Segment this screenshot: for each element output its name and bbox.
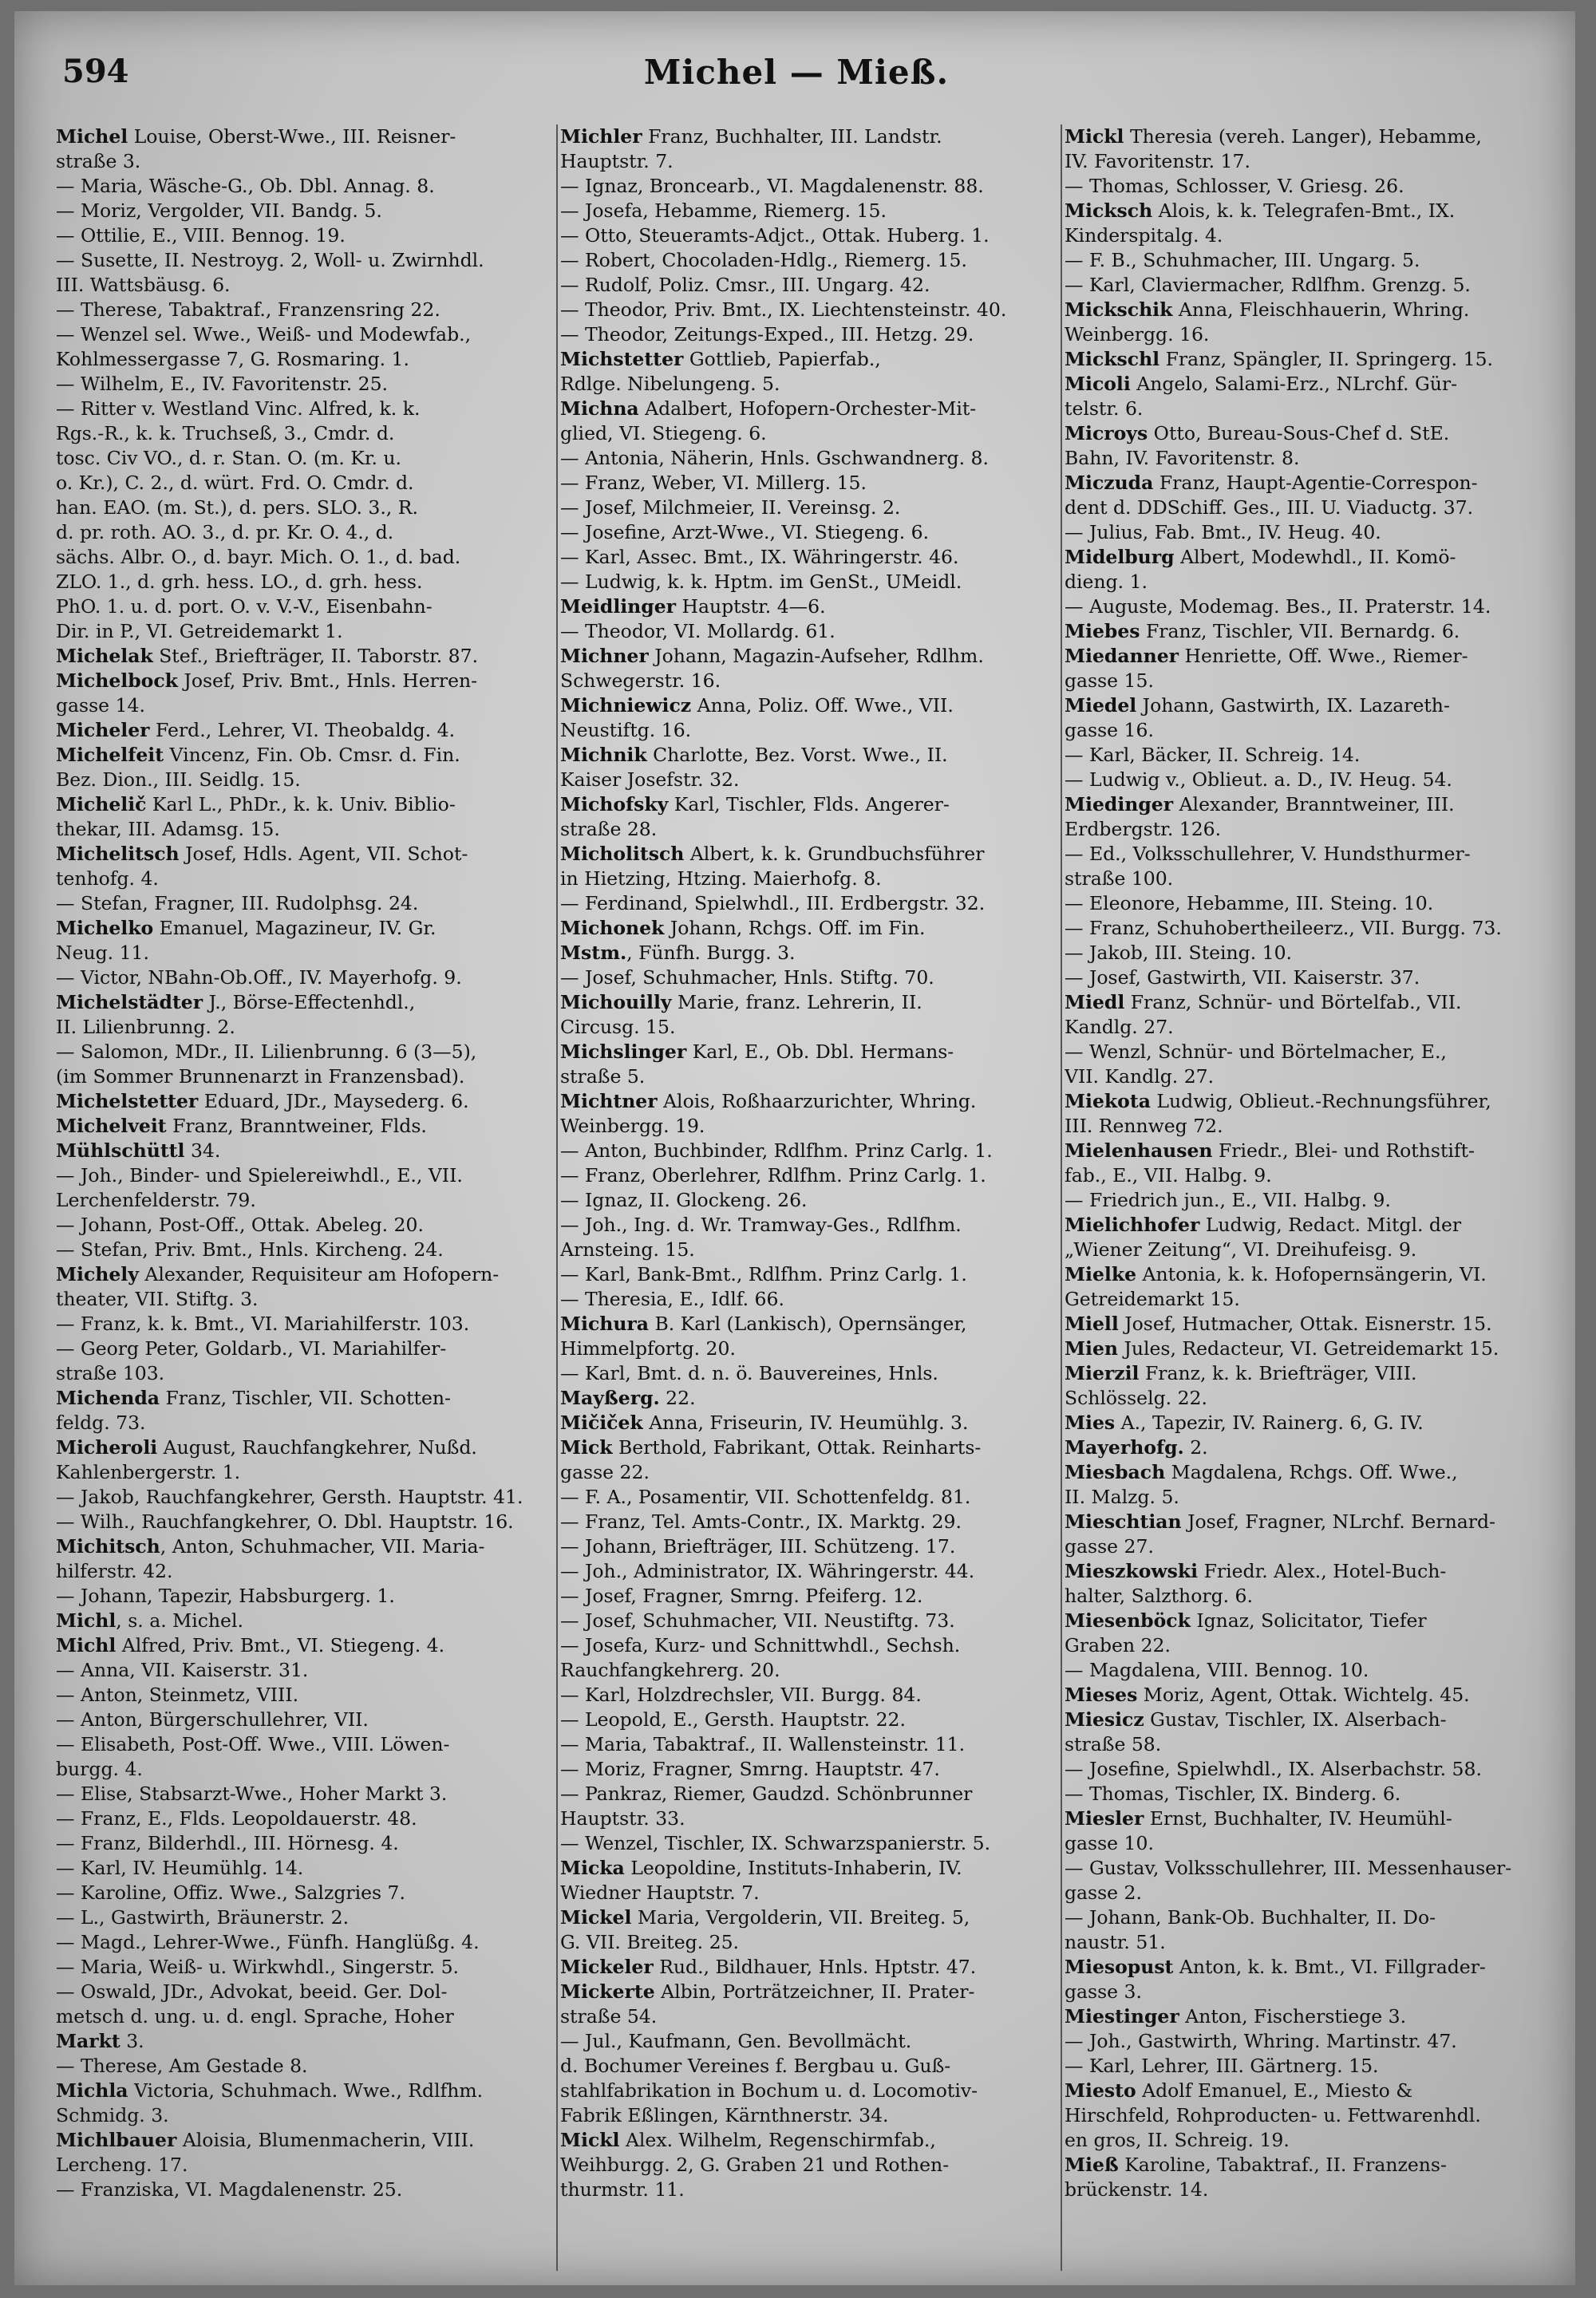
directory-entry: — Josefine, Spielwhdl., IX. Alserbachstr. 58. — [1065, 1758, 1482, 1780]
directory-entry: Bahn, IV. Favoritenstr. 8. — [1065, 447, 1300, 469]
directory-entry: Schlösselg. 22. — [1065, 1387, 1207, 1409]
directory-entry: Weinbergg. 19. — [560, 1115, 705, 1137]
directory-entry: — Johann, Briefträger, III. Schützeng. 17. — [560, 1535, 956, 1558]
directory-entry: thurmstr. 11. — [560, 2178, 685, 2201]
directory-entry: Mickschik Anna, Fleischhauerin, Whring. — [1065, 298, 1470, 321]
directory-entry: straße 58. — [1065, 1733, 1162, 1755]
directory-entry: Miesenböck Ignaz, Solicitator, Tiefer — [1065, 1609, 1427, 1632]
directory-entry: naustr. 51. — [1065, 1931, 1166, 1953]
directory-entry: Michler Franz, Buchhalter, III. Landstr. — [560, 125, 942, 148]
directory-entry: gasse 2. — [1065, 1881, 1142, 1904]
directory-entry: Bez. Dion., III. Seidlg. 15. — [56, 768, 301, 791]
directory-entry: — Victor, NBahn-Ob.Off., IV. Mayerhofg. 9. — [56, 966, 462, 989]
directory-entry: — Ottilie, E., VIII. Bennog. 19. — [56, 224, 346, 247]
directory-entry: Mayerhofg. 2. — [1065, 1436, 1208, 1459]
directory-entry: Schwegerstr. 16. — [560, 669, 721, 692]
directory-entry: — Friedrich jun., E., VII. Halbg. 9. — [1065, 1189, 1391, 1211]
directory-entry: Neug. 11. — [56, 942, 149, 964]
directory-entry: — Leopold, E., Gersth. Hauptstr. 22. — [560, 1708, 906, 1731]
directory-entry: Lercheng. 17. — [56, 2154, 188, 2176]
directory-entry: Miesicz Gustav, Tischler, IX. Alserbach- — [1065, 1708, 1447, 1731]
directory-entry: — L., Gastwirth, Bräunerstr. 2. — [56, 1906, 350, 1929]
directory-entry: Mick Berthold, Fabrikant, Ottak. Reinharts- — [560, 1436, 982, 1459]
directory-entry: Miell Josef, Hutmacher, Ottak. Eisnerstr. 15. — [1065, 1313, 1492, 1335]
directory-entry: — Karl, Claviermacher, Rdlfhm. Grenzg. 5. — [1065, 274, 1471, 296]
directory-entry: Michner Johann, Magazin-Aufseher, Rdlhm. — [560, 645, 984, 667]
directory-entry: — Franz, Weber, VI. Millerg. 15. — [560, 472, 867, 494]
directory-entry: Hauptstr. 7. — [560, 150, 674, 172]
directory-entry: Mieses Moriz, Agent, Ottak. Wichtelg. 45. — [1065, 1684, 1470, 1706]
directory-entry: — Karl, Lehrer, III. Gärtnerg. 15. — [1065, 2055, 1379, 2077]
directory-entry: — Ed., Volksschullehrer, V. Hundsthurmer- — [1065, 843, 1471, 865]
directory-entry: — Salomon, MDr., II. Lilienbrunng. 6 (3—5), — [56, 1040, 477, 1063]
directory-entry: — Karl, Holzdrechsler, VII. Burgg. 84. — [560, 1684, 922, 1706]
directory-entry: — Josef, Fragner, Smrng. Pfeiferg. 12. — [560, 1585, 923, 1607]
directory-entry: Kandlg. 27. — [1065, 1016, 1174, 1038]
directory-entry: — Oswald, JDr., Advokat, beeid. Ger. Dol- — [56, 1980, 448, 2003]
directory-entry: Wiedner Hauptstr. 7. — [560, 1881, 760, 1904]
directory-entry: Mickerte Albin, Porträtzeichner, II. Prater- — [560, 1980, 975, 2003]
directory-entry: — Auguste, Modemag. Bes., II. Praterstr. 14. — [1065, 595, 1491, 618]
directory-entry: — Theodor, Zeitungs-Exped., III. Hetzg. 29. — [560, 323, 974, 345]
directory-entry: — Magdalena, VIII. Bennog. 10. — [1065, 1659, 1369, 1681]
directory-entry: Kohlmessergasse 7, G. Rosmaring. 1. — [56, 348, 409, 370]
directory-entry: — Rudolf, Poliz. Cmsr., III. Ungarg. 42. — [560, 274, 930, 296]
directory-entry: Fabrik Eßlingen, Kärnthnerstr. 34. — [560, 2104, 889, 2126]
directory-entry: Mies A., Tapezir, IV. Rainerg. 6, G. IV. — [1065, 1412, 1424, 1434]
directory-entry: — Maria, Wäsche-G., Ob. Dbl. Annag. 8. — [56, 175, 435, 197]
directory-entry: Getreidemarkt 15. — [1065, 1288, 1240, 1310]
directory-entry: — Georg Peter, Goldarb., VI. Mariahilfer- — [56, 1337, 447, 1360]
directory-entry: Dir. in P., VI. Getreidemarkt 1. — [56, 620, 343, 642]
directory-entry: Miedanner Henriette, Off. Wwe., Riemer- — [1065, 645, 1468, 667]
directory-entry: hilferstr. 42. — [56, 1560, 173, 1582]
directory-entry: Mielichhofer Ludwig, Redact. Mitgl. der — [1065, 1214, 1462, 1236]
directory-entry: Mickl Alex. Wilhelm, Regenschirmfab., — [560, 2129, 936, 2151]
directory-entry: Michelko Emanuel, Magazineur, IV. Gr. — [56, 917, 437, 939]
directory-entry: dent d. DDSchiff. Ges., III. U. Viaductg. 37. — [1065, 496, 1474, 519]
directory-entry: Michslinger Karl, E., Ob. Dbl. Hermans- — [560, 1040, 954, 1063]
directory-entry: Michniewicz Anna, Poliz. Off. Wwe., VII. — [560, 694, 954, 717]
directory-entry: Michitsch, Anton, Schuhmacher, VII. Maria- — [56, 1535, 485, 1558]
directory-entry: Mickl Theresia (vereh. Langer), Hebamme, — [1065, 125, 1482, 148]
column-3 — [1065, 124, 1559, 2279]
directory-entry: Weinbergg. 16. — [1065, 323, 1210, 345]
running-head: Michel — Mieß. — [643, 53, 950, 92]
directory-entry: III. Wattsbäusg. 6. — [56, 274, 231, 296]
directory-entry: Mstm., Fünfh. Burgg. 3. — [560, 942, 796, 964]
directory-entry: Michelbock Josef, Priv. Bmt., Hnls. Herren- — [56, 669, 478, 692]
directory-entry: ZLO. 1., d. grh. hess. LO., d. grh. hess. — [56, 571, 423, 593]
column-2 — [560, 124, 1055, 2279]
directory-entry: — Elisabeth, Post-Off. Wwe., VIII. Löwen- — [56, 1733, 450, 1755]
directory-entry: Michelitsch Josef, Hdls. Agent, VII. Schot- — [56, 843, 468, 865]
directory-entry: — Maria, Tabaktraf., II. Wallensteinstr. 11. — [560, 1733, 966, 1755]
directory-entry: Mieß Karoline, Tabaktraf., II. Franzens- — [1065, 2154, 1447, 2176]
directory-entry: — Karl, Bmt. d. n. ö. Bauvereines, Hnls. — [560, 1362, 938, 1384]
directory-entry: Michura B. Karl (Lankisch), Opernsänger, — [560, 1313, 967, 1335]
directory-entry: Kahlenbergerstr. 1. — [56, 1461, 241, 1483]
directory-entry: gasse 22. — [560, 1461, 650, 1483]
directory-entry: Miedel Johann, Gastwirth, IX. Lazareth- — [1065, 694, 1450, 717]
directory-entry: Schmidg. 3. — [56, 2104, 169, 2126]
directory-entry: — Jakob, Rauchfangkehrer, Gersth. Hauptstr. 41. — [56, 1486, 523, 1508]
directory-entry: Miesbach Magdalena, Rchgs. Off. Wwe., — [1065, 1461, 1458, 1483]
directory-entry: Michel Louise, Oberst-Wwe., III. Reisner- — [56, 125, 456, 148]
column-1 — [56, 124, 551, 2279]
directory-entry: — Theodor, Priv. Bmt., IX. Liechtensteinstr. 40. — [560, 298, 1007, 321]
directory-entry: Mühlschüttl 34. — [56, 1139, 221, 1162]
directory-entry: telstr. 6. — [1065, 397, 1144, 420]
directory-page — [14, 11, 1575, 2285]
directory-entry: — Magd., Lehrer-Wwe., Fünfh. Hanglüßg. 4. — [56, 1931, 480, 1953]
directory-entry: Mielenhausen Friedr., Blei- und Rothstift- — [1065, 1139, 1475, 1162]
directory-entry: Circusg. 15. — [560, 1016, 676, 1038]
directory-entry: Arnsteing. 15. — [560, 1238, 695, 1261]
directory-entry: — Franz, Tel. Amts-Contr., IX. Marktg. 29. — [560, 1510, 962, 1533]
directory-entry: — Anton, Buchbinder, Rdlfhm. Prinz Carlg. 1. — [560, 1139, 993, 1162]
directory-entry: — Theodor, VI. Mollardg. 61. — [560, 620, 836, 642]
directory-entry: straße 54. — [560, 2005, 658, 2028]
directory-entry: tenhofg. 4. — [56, 867, 159, 890]
directory-entry: — Maria, Weiß- u. Wirkwhdl., Singerstr. 5. — [56, 1956, 459, 1978]
directory-entry: Mieschtian Josef, Fragner, NLrchf. Bernard- — [1065, 1510, 1495, 1533]
directory-entry: Miesto Adolf Emanuel, E., Miesto & — [1065, 2079, 1413, 2102]
directory-entry: Michlbauer Aloisia, Blumenmacherin, VIII. — [56, 2129, 475, 2151]
directory-entry: — F. B., Schuhmacher, III. Ungarg. 5. — [1065, 249, 1420, 271]
directory-entry: Graben 22. — [1065, 1634, 1171, 1656]
directory-entry: Mielke Antonia, k. k. Hofopernsängerin, VI. — [1065, 1263, 1487, 1285]
directory-entry: Michouilly Marie, franz. Lehrerin, II. — [560, 991, 922, 1013]
directory-entry: — Antonia, Näherin, Hnls. Gschwandnerg. 8. — [560, 447, 989, 469]
directory-entry: — Anton, Steinmetz, VIII. — [56, 1684, 299, 1706]
directory-entry: G. VII. Breiteg. 25. — [560, 1931, 739, 1953]
directory-entry: fab., E., VII. Halbg. 9. — [1065, 1164, 1272, 1187]
directory-entry: theater, VII. Stiftg. 3. — [56, 1288, 259, 1310]
directory-entry: gasse 27. — [1065, 1535, 1154, 1558]
directory-entry: gasse 15. — [1065, 669, 1154, 692]
directory-entry: — Anna, VII. Kaiserstr. 31. — [56, 1659, 309, 1681]
directory-entry: Mickeler Rud., Bildhauer, Hnls. Hptstr. 47. — [560, 1956, 977, 1978]
directory-entry: Micholitsch Albert, k. k. Grundbuchsführer — [560, 843, 985, 865]
directory-entry: Mieszkowski Friedr. Alex., Hotel-Buch- — [1065, 1560, 1447, 1582]
directory-entry: — Josefa, Hebamme, Riemerg. 15. — [560, 199, 887, 222]
directory-entry: Micoli Angelo, Salami-Erz., NLrchf. Gür- — [1065, 373, 1458, 395]
directory-entry: Michl, s. a. Michel. — [56, 1609, 243, 1632]
directory-entry: gasse 3. — [1065, 1980, 1142, 2003]
directory-entry: — Joh., Administrator, IX. Währingerstr. 44. — [560, 1560, 975, 1582]
page-header — [46, 53, 1547, 101]
directory-entry: — Josef, Schuhmacher, Hnls. Stiftg. 70. — [560, 966, 934, 989]
directory-entry: Micksch Alois, k. k. Telegrafen-Bmt., IX. — [1065, 199, 1456, 222]
directory-entry: Michla Victoria, Schuhmach. Wwe., Rdlfhm. — [56, 2079, 484, 2102]
directory-entry: — Therese, Am Gestade 8. — [56, 2055, 308, 2077]
directory-entry: — Wenzel sel. Wwe., Weiß- und Modewfab., — [56, 323, 472, 345]
directory-entry: Mickel Maria, Vergolderin, VII. Breiteg. 5, — [560, 1906, 970, 1929]
directory-entry: — Johann, Bank-Ob. Buchhalter, II. Do- — [1065, 1906, 1436, 1929]
directory-entry: — Josef, Schuhmacher, VII. Neustiftg. 73. — [560, 1609, 955, 1632]
directory-entry: — Karoline, Offiz. Wwe., Salzgries 7. — [56, 1881, 405, 1904]
directory-entry: — Ignaz, II. Glockeng. 26. — [560, 1189, 808, 1211]
directory-entry: Miestinger Anton, Fischerstiege 3. — [1065, 2005, 1407, 2028]
directory-entry: II. Lilienbrunng. 2. — [56, 1016, 235, 1038]
directory-entry: Himmelpfortg. 20. — [560, 1337, 736, 1360]
directory-entry: — Thomas, Schlosser, V. Griesg. 26. — [1065, 175, 1404, 197]
directory-entry: Mien Jules, Redacteur, VI. Getreidemarkt 15. — [1065, 1337, 1499, 1360]
directory-entry: Michnik Charlotte, Bez. Vorst. Wwe., II. — [560, 744, 948, 766]
directory-entry: Mayßerg. 22. — [560, 1387, 696, 1409]
directory-entry: d. pr. roth. AO. 3., d. pr. Kr. O. 4., d. — [56, 521, 394, 543]
directory-entry: — Franz, Schuhobertheileerz., VII. Burgg. 73. — [1065, 917, 1502, 939]
directory-entry: (im Sommer Brunnenarzt in Franzensbad). — [56, 1065, 465, 1088]
directory-entry: straße 28. — [560, 818, 658, 840]
directory-entry: — Ignaz, Broncearb., VI. Magdalenenstr. 88. — [560, 175, 984, 197]
directory-entry: — Josefa, Kurz- und Schnittwhdl., Sechsh. — [560, 1634, 961, 1656]
directory-entry: Michl Alfred, Priv. Bmt., VI. Stiegeng. 4. — [56, 1634, 445, 1656]
directory-entry: — Karl, IV. Heumühlg. 14. — [56, 1857, 304, 1879]
directory-entry: han. EAO. (m. St.), d. pers. SLO. 3., R. — [56, 496, 418, 519]
directory-entry: Michelstädter J., Börse-Effectenhdl., — [56, 991, 416, 1013]
column-divider — [1061, 124, 1062, 2271]
directory-entry: — Jakob, III. Steing. 10. — [1065, 942, 1293, 964]
directory-entry: — Karl, Bäcker, II. Schreig. 14. — [1065, 744, 1361, 766]
page-number: 594 — [62, 53, 129, 90]
directory-entry: — Karl, Assec. Bmt., IX. Währingerstr. 46. — [560, 546, 959, 568]
directory-entry: — Ludwig v., Oblieut. a. D., IV. Heug. 54. — [1065, 768, 1452, 791]
directory-entry: Markt 3. — [56, 2030, 144, 2052]
directory-entry: straße 3. — [56, 150, 141, 172]
directory-entry: — Otto, Steueramts-Adjct., Ottak. Huberg. 1. — [560, 224, 990, 247]
directory-entry: — Franziska, VI. Magdalenenstr. 25. — [56, 2178, 403, 2201]
directory-entry: Micheroli August, Rauchfangkehrer, Nußd. — [56, 1436, 477, 1459]
directory-entry: en gros, II. Schreig. 19. — [1065, 2129, 1290, 2151]
directory-entry: — Jul., Kaufmann, Gen. Bevollmächt. — [560, 2030, 912, 2052]
directory-entry: Hirschfeld, Rohproducten- u. Fettwarenhdl. — [1065, 2104, 1481, 2126]
directory-entry: IV. Favoritenstr. 17. — [1065, 150, 1250, 172]
directory-entry: brückenstr. 14. — [1065, 2178, 1209, 2201]
directory-entry: metsch d. ung. u. d. engl. Sprache, Hoher — [56, 2005, 454, 2028]
directory-entry: — Joh., Binder- und Spielereiwhdl., E., VII. — [56, 1164, 463, 1187]
directory-entry: Kinderspitalg. 4. — [1065, 224, 1223, 247]
directory-entry: Erdbergstr. 126. — [1065, 818, 1222, 840]
directory-entry: — Wilhelm, E., IV. Favoritenstr. 25. — [56, 373, 389, 395]
directory-entry: Michtner Alois, Roßhaarzurichter, Whring. — [560, 1090, 977, 1112]
directory-entry: — Ritter v. Westland Vinc. Alfred, k. k. — [56, 397, 421, 420]
directory-entry: gasse 16. — [1065, 719, 1154, 741]
directory-entry: Miesopust Anton, k. k. Bmt., VI. Fillgrader- — [1065, 1956, 1486, 1978]
directory-entry: Michstetter Gottlieb, Papierfab., — [560, 348, 881, 370]
directory-entry: Rdlge. Nibelungeng. 5. — [560, 373, 780, 395]
directory-entry: III. Rennweg 72. — [1065, 1115, 1223, 1137]
directory-entry: straße 100. — [1065, 867, 1174, 890]
directory-entry: Miczuda Franz, Haupt-Agentie-Correspon- — [1065, 472, 1478, 494]
directory-entry: — Franz, k. k. Bmt., VI. Mariahilferstr. 103. — [56, 1313, 470, 1335]
directory-entry: Michelfeit Vincenz, Fin. Ob. Cmsr. d. Fin. — [56, 744, 460, 766]
directory-entry: — Stefan, Priv. Bmt., Hnls. Kircheng. 24. — [56, 1238, 444, 1261]
directory-entry: Neustiftg. 16. — [560, 719, 692, 741]
directory-entry: — Ludwig, k. k. Hptm. im GenSt., UMeidl. — [560, 571, 962, 593]
directory-entry: dieng. 1. — [1065, 571, 1148, 593]
directory-entry: — Josef, Gastwirth, VII. Kaiserstr. 37. — [1065, 966, 1420, 989]
directory-entry: — Wenzel, Tischler, IX. Schwarzspanierstr. 5. — [560, 1832, 991, 1854]
directory-entry: Miebes Franz, Tischler, VII. Bernardg. 6. — [1065, 620, 1460, 642]
directory-entry: in Hietzing, Htzing. Maierhofg. 8. — [560, 867, 882, 890]
directory-entry: Microys Otto, Bureau-Sous-Chef d. StE. — [1065, 422, 1450, 444]
directory-entry: — Wenzl, Schnür- und Börtelmacher, E., — [1065, 1040, 1447, 1063]
directory-entry: Michelstetter Eduard, JDr., Maysederg. 6. — [56, 1090, 469, 1112]
directory-entry: PhO. 1. u. d. port. O. v. V.-V., Eisenbahn- — [56, 595, 433, 618]
directory-entry: Meidlinger Hauptstr. 4—6. — [560, 595, 826, 618]
directory-entry: gasse 14. — [56, 694, 145, 717]
directory-entry: — Julius, Fab. Bmt., IV. Heug. 40. — [1065, 521, 1381, 543]
directory-entry: II. Malzg. 5. — [1065, 1486, 1179, 1508]
directory-entry: — Stefan, Fragner, III. Rudolphsg. 24. — [56, 892, 419, 914]
directory-entry: — Franz, Oberlehrer, Rdlfhm. Prinz Carlg. 1. — [560, 1164, 986, 1187]
directory-entry: gasse 10. — [1065, 1832, 1154, 1854]
directory-entry: o. Kr.), C. 2., d. würt. Frd. O. Cmdr. d. — [56, 472, 414, 494]
directory-entry: sächs. Albr. O., d. bayr. Mich. O. 1., d. bad. — [56, 546, 461, 568]
directory-entry: — Moriz, Vergolder, VII. Bandg. 5. — [56, 199, 382, 222]
directory-entry: — Thomas, Tischler, IX. Binderg. 6. — [1065, 1783, 1401, 1805]
directory-entry: straße 5. — [560, 1065, 646, 1088]
directory-entry: Michenda Franz, Tischler, VII. Schotten- — [56, 1387, 451, 1409]
directory-entry: Kaiser Josefstr. 32. — [560, 768, 740, 791]
directory-entry: — Pankraz, Riemer, Gaudzd. Schönbrunner — [560, 1783, 973, 1805]
directory-entry: — Elise, Stabsarzt-Wwe., Hoher Markt 3. — [56, 1783, 448, 1805]
directory-entry: — Johann, Post-Off., Ottak. Abeleg. 20. — [56, 1214, 424, 1236]
directory-entry: Miedl Franz, Schnür- und Börtelfab., VII. — [1065, 991, 1462, 1013]
directory-entry: — Joh., Gastwirth, Whring. Martinstr. 47. — [1065, 2030, 1457, 2052]
directory-entry: stahlfabrikation in Bochum u. d. Locomotiv- — [560, 2079, 978, 2102]
directory-entry: — Josefine, Arzt-Wwe., VI. Stiegeng. 6. — [560, 521, 930, 543]
directory-entry: — Gustav, Volksschullehrer, III. Messenhauser- — [1065, 1857, 1512, 1879]
directory-entry: Midelburg Albert, Modewhdl., II. Komö- — [1065, 546, 1456, 568]
column-divider — [556, 124, 558, 2271]
directory-entry: — Robert, Chocoladen-Hdlg., Riemerg. 15. — [560, 249, 967, 271]
directory-entry: — Eleonore, Hebamme, III. Steing. 10. — [1065, 892, 1434, 914]
directory-entry: — Therese, Tabaktraf., Franzensring 22. — [56, 298, 440, 321]
directory-entry: d. Bochumer Vereines f. Bergbau u. Guß- — [560, 2055, 951, 2077]
directory-entry: Miesler Ernst, Buchhalter, IV. Heumühl- — [1065, 1807, 1452, 1830]
directory-entry: Mierzil Franz, k. k. Briefträger, VIII. — [1065, 1362, 1417, 1384]
directory-entry: Miedinger Alexander, Branntweiner, III. — [1065, 793, 1455, 815]
directory-entry: Mickschl Franz, Spängler, II. Springerg. 15. — [1065, 348, 1493, 370]
directory-entry: — Moriz, Fragner, Smrng. Hauptstr. 47. — [560, 1758, 940, 1780]
directory-entry: — Joh., Ing. d. Wr. Tramway-Ges., Rdlfhm. — [560, 1214, 962, 1236]
directory-entry: Micheler Ferd., Lehrer, VI. Theobaldg. 4. — [56, 719, 456, 741]
directory-entry: Mičiček Anna, Friseurin, IV. Heumühlg. 3. — [560, 1412, 969, 1434]
directory-entry: Michofsky Karl, Tischler, Flds. Angerer- — [560, 793, 950, 815]
directory-entry: „Wiener Zeitung“, VI. Dreihufeisg. 9. — [1065, 1238, 1417, 1261]
directory-entry: — Theresia, E., Idlf. 66. — [560, 1288, 784, 1310]
directory-entry: Lerchenfelderstr. 79. — [56, 1189, 256, 1211]
directory-entry: Michely Alexander, Requisiteur am Hofopern- — [56, 1263, 500, 1285]
directory-entry: — Josef, Milchmeier, II. Vereinsg. 2. — [560, 496, 901, 519]
directory-entry: — F. A., Posamentir, VII. Schottenfeldg. 81. — [560, 1486, 971, 1508]
directory-entry: — Anton, Bürgerschullehrer, VII. — [56, 1708, 369, 1731]
directory-entry: Michelič Karl L., PhDr., k. k. Univ. Biblio- — [56, 793, 456, 815]
directory-entry: feldg. 73. — [56, 1412, 146, 1434]
directory-entry: — Ferdinand, Spielwhdl., III. Erdbergstr. 32. — [560, 892, 986, 914]
directory-entry: — Susette, II. Nestroyg. 2, Woll- u. Zwirnhdl. — [56, 249, 484, 271]
directory-entry: thekar, III. Adamsg. 15. — [56, 818, 280, 840]
directory-entry: straße 103. — [56, 1362, 165, 1384]
directory-entry: — Johann, Tapezir, Habsburgerg. 1. — [56, 1585, 395, 1607]
directory-entry: Rauchfangkehrerg. 20. — [560, 1659, 780, 1681]
directory-entry: burgg. 4. — [56, 1758, 143, 1780]
directory-entry: Miekota Ludwig, Oblieut.-Rechnungsführer, — [1065, 1090, 1491, 1112]
directory-entry: halter, Salzthorg. 6. — [1065, 1585, 1253, 1607]
directory-entry: glied, VI. Stiegeng. 6. — [560, 422, 767, 444]
directory-entry: Micka Leopoldine, Instituts-Inhaberin, IV. — [560, 1857, 962, 1879]
directory-entry: tosc. Civ VO., d. r. Stan. O. (m. Kr. u. — [56, 447, 402, 469]
directory-entry: Michna Adalbert, Hofopern-Orchester-Mit- — [560, 397, 977, 420]
directory-entry: VII. Kandlg. 27. — [1065, 1065, 1215, 1088]
directory-entry: Hauptstr. 33. — [560, 1807, 685, 1830]
directory-entry: — Wilh., Rauchfangkehrer, O. Dbl. Hauptstr. 16. — [56, 1510, 514, 1533]
directory-entry: Michonek Johann, Rchgs. Off. im Fin. — [560, 917, 926, 939]
directory-entry: Rgs.-R., k. k. Truchseß, 3., Cmdr. d. — [56, 422, 395, 444]
directory-entry: — Karl, Bank-Bmt., Rdlfhm. Prinz Carlg. 1. — [560, 1263, 967, 1285]
directory-entry: Michelak Stef., Briefträger, II. Taborstr. 87. — [56, 645, 479, 667]
directory-entry: Weihburgg. 2, G. Graben 21 und Rothen- — [560, 2154, 950, 2176]
directory-entry: — Franz, E., Flds. Leopoldauerstr. 48. — [56, 1807, 417, 1830]
directory-entry: Michelveit Franz, Branntweiner, Flds. — [56, 1115, 427, 1137]
directory-entry: — Franz, Bilderhdl., III. Hörnesg. 4. — [56, 1832, 399, 1854]
